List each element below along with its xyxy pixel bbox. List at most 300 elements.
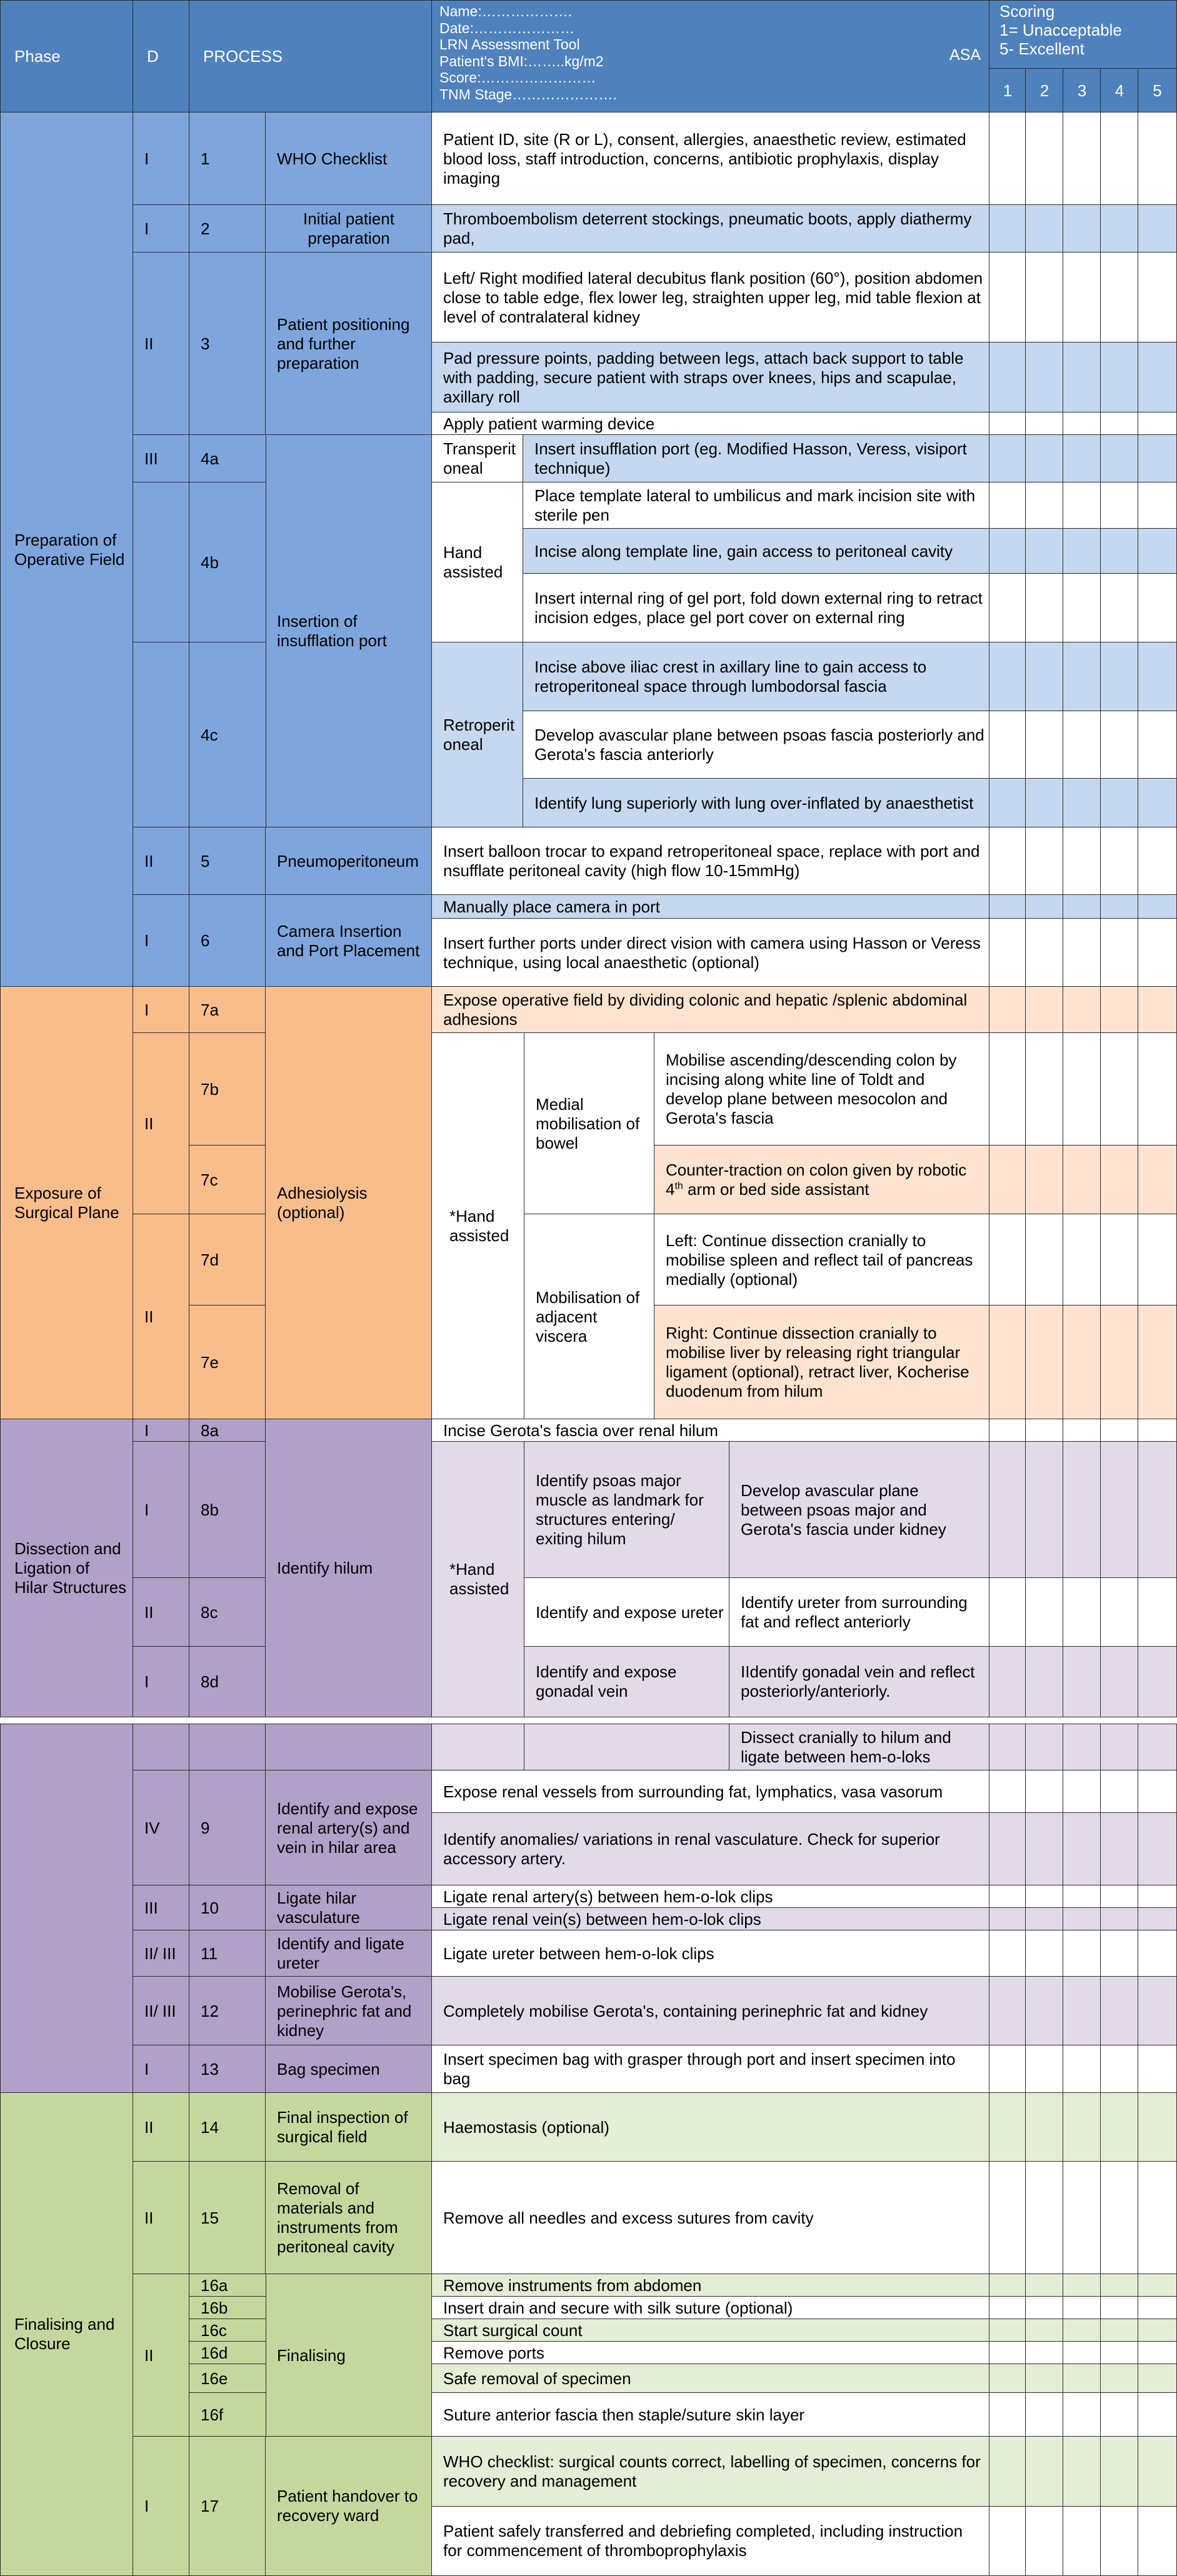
score-cell[interactable] xyxy=(1025,2296,1064,2320)
score-cell[interactable] xyxy=(1025,342,1064,413)
step-9-d xyxy=(133,1770,190,1886)
score-cell[interactable] xyxy=(989,2506,1026,2576)
task-text: Place template lateral to umbilicus and mark incision site with sterile pen xyxy=(534,486,976,524)
score-cell[interactable] xyxy=(1063,894,1101,919)
score-cell[interactable] xyxy=(1100,2045,1139,2094)
score-cell[interactable] xyxy=(1025,1976,1064,2046)
step-number: 17 xyxy=(201,2496,219,2515)
score-cell[interactable] xyxy=(1025,2392,1064,2437)
score-cell[interactable] xyxy=(1100,1214,1139,1306)
score-cell[interactable] xyxy=(1138,2092,1177,2162)
score-cell[interactable] xyxy=(1138,1646,1177,1717)
score-cell[interactable] xyxy=(1063,2506,1101,2576)
score-cell[interactable] xyxy=(1063,2092,1101,2162)
score-cell[interactable] xyxy=(1025,1812,1064,1886)
score-cell[interactable] xyxy=(1100,778,1139,828)
score-cell[interactable] xyxy=(989,642,1026,712)
score-cell[interactable] xyxy=(1063,711,1101,779)
score-cell[interactable] xyxy=(989,2274,1026,2297)
score-cell[interactable] xyxy=(1138,1976,1177,2046)
score-cell[interactable] xyxy=(989,2364,1026,2394)
score-cell[interactable] xyxy=(989,986,1026,1034)
score-cell[interactable] xyxy=(1100,342,1139,413)
task-text: Identify anomalies/ variations in renal vasculature. Check for superior accessory artery. xyxy=(443,1830,940,1868)
score-cell[interactable] xyxy=(1100,1577,1139,1647)
task-text: Left/ Right modified lateral decubitus flank position (60°), position abdomen close to table edge, flex lower leg, straighten upper leg, mid table flexion at level of contralateral kidney xyxy=(443,268,983,326)
score-cell[interactable] xyxy=(1025,482,1064,529)
score-cell[interactable] xyxy=(1100,1930,1139,1977)
score-cell[interactable] xyxy=(1138,204,1177,253)
step-10-num xyxy=(189,1885,266,1931)
step-5-d xyxy=(133,827,190,896)
score-cell[interactable] xyxy=(989,252,1026,343)
score-cell[interactable] xyxy=(1063,986,1101,1034)
score-cell[interactable] xyxy=(1138,434,1177,483)
score-cell[interactable] xyxy=(1138,2506,1177,2576)
score-cell[interactable] xyxy=(1063,1976,1101,2046)
score-cell[interactable] xyxy=(1138,1145,1177,1215)
score-cell[interactable] xyxy=(1025,1441,1064,1579)
score-cell[interactable] xyxy=(1138,642,1177,712)
score-cell[interactable] xyxy=(989,1577,1026,1647)
score-cell[interactable] xyxy=(989,778,1026,828)
score-cell[interactable] xyxy=(1138,1885,1177,1909)
score-cell[interactable] xyxy=(989,112,1026,206)
score-cell[interactable] xyxy=(1063,2392,1101,2437)
score-cell[interactable] xyxy=(1100,2364,1139,2394)
task-text xyxy=(666,1161,984,1199)
score-cell[interactable] xyxy=(1138,918,1177,987)
difficulty-grade: I xyxy=(144,1420,149,1440)
score-cell[interactable] xyxy=(1138,2296,1177,2320)
score-cell[interactable] xyxy=(989,2092,1026,2162)
step-10-task-1 xyxy=(431,1885,990,1909)
score-cell[interactable] xyxy=(1025,1930,1064,1977)
score-cell[interactable] xyxy=(989,2341,1026,2365)
score-cell[interactable] xyxy=(1100,827,1139,896)
score-cell[interactable] xyxy=(1063,1812,1101,1886)
score-cell[interactable] xyxy=(1025,1907,1064,1931)
score-col-label: 5 xyxy=(1153,81,1162,100)
score-cell[interactable] xyxy=(989,1646,1026,1717)
task-text: Develop avascular plane between psoas major and Gerota's fascia under kidney xyxy=(741,1480,946,1539)
score-cell[interactable] xyxy=(1063,2436,1101,2507)
score-cell[interactable] xyxy=(1138,1930,1177,1977)
score-cell[interactable] xyxy=(1025,642,1064,712)
task-text: Ligate renal vein(s) between hem-o-lok clips xyxy=(443,1909,761,1929)
score-cell[interactable] xyxy=(1138,778,1177,828)
score-cell[interactable] xyxy=(1100,412,1139,436)
score-cell[interactable] xyxy=(1025,1032,1064,1146)
process-label: Patient handover to recovery ward xyxy=(277,2487,418,2525)
score-cell[interactable] xyxy=(1063,2364,1101,2394)
score-cell[interactable] xyxy=(1063,252,1101,343)
score-cell[interactable] xyxy=(1138,1214,1177,1306)
score-cell[interactable] xyxy=(989,1724,1026,1771)
score-cell[interactable] xyxy=(989,1907,1026,1931)
score-cell[interactable] xyxy=(1063,412,1101,436)
step-number: 7e xyxy=(201,1352,219,1372)
score-cell[interactable] xyxy=(989,1885,1026,1909)
score-cell[interactable] xyxy=(1100,2274,1139,2297)
header-d xyxy=(133,0,190,113)
score-cell[interactable] xyxy=(1025,711,1064,779)
step-9-task-1 xyxy=(431,1770,990,1814)
step-number: 1 xyxy=(201,149,210,168)
score-cell[interactable] xyxy=(989,711,1026,779)
step-7-medial-mobilisation xyxy=(524,1032,655,1215)
score-cell[interactable] xyxy=(1138,2392,1177,2437)
score-cell[interactable] xyxy=(989,2045,1026,2094)
score-col-label: 4 xyxy=(1114,81,1124,100)
process-label: Insertion of insufflation port xyxy=(277,612,387,650)
score-cell[interactable] xyxy=(1025,434,1064,483)
step-number: 8b xyxy=(201,1500,219,1519)
score-cell[interactable] xyxy=(1100,1885,1139,1909)
score-cell[interactable] xyxy=(1138,573,1177,643)
score-cell[interactable] xyxy=(1138,1577,1177,1647)
score-cell[interactable] xyxy=(1063,112,1101,206)
step-4-process xyxy=(265,434,433,828)
score-col-label: 1 xyxy=(1003,81,1013,100)
step-7a-num xyxy=(189,986,266,1034)
score-cell[interactable] xyxy=(989,918,1026,987)
score-cell[interactable] xyxy=(1063,1577,1101,1647)
score-cell[interactable] xyxy=(1063,1032,1101,1146)
score-cell[interactable] xyxy=(1063,1724,1101,1771)
score-cell[interactable] xyxy=(1063,1907,1101,1931)
score-cell[interactable] xyxy=(1063,2274,1101,2297)
step-8e-approach xyxy=(431,1724,525,1771)
score-cell[interactable] xyxy=(1138,1305,1177,1420)
step-7-adjacent-viscera xyxy=(524,1214,655,1420)
step-2-num xyxy=(189,204,266,253)
score-cell[interactable] xyxy=(1100,252,1139,343)
score-cell[interactable] xyxy=(1100,1724,1139,1771)
approach-label: Retroperitoneal xyxy=(443,716,515,754)
score-cell[interactable] xyxy=(1025,2341,1064,2365)
step-16d-num xyxy=(189,2341,266,2365)
process-label: Final inspection of surgical field xyxy=(277,2108,408,2146)
score-cell[interactable] xyxy=(989,204,1026,253)
step-11-d xyxy=(133,1930,190,1977)
score-cell[interactable] xyxy=(1025,1305,1064,1420)
score-cell[interactable] xyxy=(1100,1812,1139,1886)
step-8b-d xyxy=(133,1441,190,1579)
score-cell[interactable] xyxy=(1138,711,1177,779)
header-scoring xyxy=(989,0,1177,69)
score-cell[interactable] xyxy=(989,2296,1026,2320)
score-cell[interactable] xyxy=(989,342,1026,413)
score-cell[interactable] xyxy=(1138,1441,1177,1579)
task-text: Right: Continue dissection cranially to mobilise liver by releasing right triangular ligament (optional), retract liver, Kocherise duodenum from hilum xyxy=(666,1324,969,1400)
score-cell[interactable] xyxy=(1063,1305,1101,1420)
score-cell[interactable] xyxy=(1100,1770,1139,1814)
score-cell[interactable] xyxy=(1063,2341,1101,2365)
score-cell[interactable] xyxy=(1063,1930,1101,1977)
step-2-d xyxy=(133,204,190,253)
score-cell[interactable] xyxy=(1063,2045,1101,2094)
score-cell[interactable] xyxy=(1138,986,1177,1034)
scoring-title: Scoring xyxy=(999,2,1055,21)
score-cell[interactable] xyxy=(1063,642,1101,712)
score-cell[interactable] xyxy=(989,1976,1026,2046)
score-cell[interactable] xyxy=(1063,827,1101,896)
score-cell[interactable] xyxy=(1138,252,1177,343)
approach-label: Transperitoneal xyxy=(443,439,516,477)
score-cell[interactable] xyxy=(1100,894,1139,919)
step-4a-d xyxy=(133,434,190,483)
difficulty-grade: II xyxy=(144,2345,154,2365)
score-cell[interactable] xyxy=(1138,1907,1177,1931)
score-cell[interactable] xyxy=(1025,2436,1064,2507)
score-cell[interactable] xyxy=(1138,528,1177,574)
score-cell[interactable] xyxy=(1100,2161,1139,2275)
score-cell[interactable] xyxy=(1063,342,1101,413)
score-cell[interactable] xyxy=(1025,986,1064,1034)
score-cell[interactable] xyxy=(989,1930,1026,1977)
score-cell[interactable] xyxy=(1025,2364,1064,2394)
score-cell[interactable] xyxy=(989,827,1026,896)
difficulty-grade: I xyxy=(144,2496,149,2515)
score-cell[interactable] xyxy=(1063,1885,1101,1909)
step-5-task xyxy=(431,827,990,896)
score-cell[interactable] xyxy=(1063,434,1101,483)
score-cell[interactable] xyxy=(989,528,1026,574)
step-1-task xyxy=(431,112,990,206)
step-7c-task xyxy=(654,1145,990,1215)
score-cell[interactable] xyxy=(1063,1646,1101,1717)
score-cell[interactable] xyxy=(1025,2506,1064,2576)
step-12-process xyxy=(265,1976,433,2046)
step-8b-task xyxy=(729,1441,990,1579)
phase-label: Exposure of Surgical Plane xyxy=(14,1184,119,1222)
score-cell[interactable] xyxy=(1063,1770,1101,1814)
score-cell[interactable] xyxy=(989,412,1026,436)
score-cell[interactable] xyxy=(1100,528,1139,574)
score-cell[interactable] xyxy=(1025,918,1064,987)
score-cell[interactable] xyxy=(1138,1032,1177,1146)
score-cell[interactable] xyxy=(1100,1032,1139,1146)
score-cell[interactable] xyxy=(1100,112,1139,206)
score-cell[interactable] xyxy=(989,894,1026,919)
score-cell[interactable] xyxy=(1138,2364,1177,2394)
header-process xyxy=(189,0,433,113)
score-cell[interactable] xyxy=(1025,2274,1064,2297)
step-16c-task xyxy=(431,2319,990,2342)
score-cell[interactable] xyxy=(989,2436,1026,2507)
score-cell[interactable] xyxy=(1025,528,1064,574)
score-cell[interactable] xyxy=(1100,482,1139,529)
score-cell[interactable] xyxy=(1025,1724,1064,1771)
header-form-fields xyxy=(431,0,990,113)
score-cell[interactable] xyxy=(1100,1441,1139,1579)
score-cell[interactable] xyxy=(1138,2161,1177,2275)
score-cell[interactable] xyxy=(1025,2161,1064,2275)
score-cell[interactable] xyxy=(989,573,1026,643)
score-cell[interactable] xyxy=(1100,434,1139,483)
step-number: 4a xyxy=(201,449,219,468)
score-cell[interactable] xyxy=(1063,1441,1101,1579)
score-cell[interactable] xyxy=(1025,412,1064,436)
step-6-process xyxy=(265,894,433,987)
score-cell[interactable] xyxy=(1025,204,1064,253)
step-4b-approach xyxy=(431,482,524,643)
score-cell[interactable] xyxy=(1100,2392,1139,2437)
score-cell[interactable] xyxy=(1025,1419,1064,1442)
score-cell[interactable] xyxy=(1100,2092,1139,2162)
step-number: 6 xyxy=(201,931,210,950)
step-8a-d xyxy=(133,1419,190,1442)
step-8d-sub xyxy=(524,1646,730,1717)
score-cell[interactable] xyxy=(1100,1419,1139,1442)
score-cell[interactable] xyxy=(1100,2341,1139,2365)
score-cell[interactable] xyxy=(1063,204,1101,253)
score-cell[interactable] xyxy=(1100,2436,1139,2507)
score-cell[interactable] xyxy=(1025,1770,1064,1814)
step-6-d xyxy=(133,894,190,987)
score-col-3 xyxy=(1063,68,1101,113)
score-cell[interactable] xyxy=(1100,1145,1139,1215)
step-16a-num xyxy=(189,2274,266,2297)
score-cell[interactable] xyxy=(989,482,1026,529)
task-text: Remove all needles and excess sutures from cavity xyxy=(443,2208,814,2227)
score-cell[interactable] xyxy=(1138,342,1177,413)
superscript: th xyxy=(674,1181,683,1192)
step-8e-process xyxy=(265,1724,433,1771)
score-cell[interactable] xyxy=(1100,711,1139,779)
score-cell[interactable] xyxy=(1138,2436,1177,2507)
score-cell[interactable] xyxy=(1100,1305,1139,1420)
score-cell[interactable] xyxy=(1100,2506,1139,2576)
step-number: 3 xyxy=(201,334,210,353)
step-8a-task xyxy=(431,1419,990,1442)
task-text: Insert specimen bag with grasper through port and insert specimen into bag xyxy=(443,2050,956,2088)
score-cell[interactable] xyxy=(989,2161,1026,2275)
score-cell[interactable] xyxy=(1025,2319,1064,2342)
score-cell[interactable] xyxy=(989,1419,1026,1442)
score-cell[interactable] xyxy=(1025,1646,1064,1717)
step-7e-task xyxy=(654,1305,990,1420)
task-text: Mobilise ascending/descending colon by incising along white line of Toldt and develop plane between mesocolon and Gerota's fascia xyxy=(666,1051,957,1127)
score-cell[interactable] xyxy=(989,2392,1026,2437)
score-cell[interactable] xyxy=(989,1770,1026,1814)
score-cell[interactable] xyxy=(989,1441,1026,1579)
score-cell[interactable] xyxy=(1025,112,1064,206)
score-cell[interactable] xyxy=(1138,412,1177,436)
step-12-d xyxy=(133,1976,190,2046)
score-cell[interactable] xyxy=(1025,1885,1064,1909)
step-6-num xyxy=(189,894,266,987)
score-cell[interactable] xyxy=(1138,112,1177,206)
task-text-part: Counter-traction on colon given by robotic 4 xyxy=(666,1161,967,1199)
score-cell[interactable] xyxy=(1063,918,1101,987)
score-cell[interactable] xyxy=(1100,1646,1139,1717)
score-cell[interactable] xyxy=(989,2319,1026,2342)
score-cell[interactable] xyxy=(1063,1214,1101,1306)
score-cell[interactable] xyxy=(1138,482,1177,529)
score-cell[interactable] xyxy=(989,1214,1026,1306)
process-label: Mobilise Gerota's, perinephric fat and kidney xyxy=(277,1982,412,2040)
score-cell[interactable] xyxy=(1100,2296,1139,2320)
score-cell[interactable] xyxy=(1063,2296,1101,2320)
score-cell[interactable] xyxy=(1063,2161,1101,2275)
score-cell[interactable] xyxy=(1025,252,1064,343)
score-cell[interactable] xyxy=(1138,1724,1177,1771)
score-cell[interactable] xyxy=(1025,778,1064,828)
phase-dissection-continued xyxy=(0,1724,134,2094)
task-text: Insert balloon trocar to expand retroperitoneal space, replace with port and nsufflate peritoneal cavity (high flow 10-15mmHg) xyxy=(443,842,980,880)
score-cell[interactable] xyxy=(1100,642,1139,712)
step-13-d xyxy=(133,2045,190,2094)
score-cell[interactable] xyxy=(1025,1145,1064,1215)
score-cell[interactable] xyxy=(1138,2341,1177,2365)
score-cell[interactable] xyxy=(989,1032,1026,1146)
score-cell[interactable] xyxy=(1063,482,1101,529)
score-cell[interactable] xyxy=(1025,894,1064,919)
score-cell[interactable] xyxy=(1025,2092,1064,2162)
step-8e-d xyxy=(133,1724,190,1771)
score-cell[interactable] xyxy=(1138,1770,1177,1814)
score-cell[interactable] xyxy=(1025,573,1064,643)
step-12-num xyxy=(189,1976,266,2046)
process-label: Identify hilum xyxy=(277,1558,373,1577)
score-cell[interactable] xyxy=(1025,1214,1064,1306)
score-cell[interactable] xyxy=(1100,573,1139,643)
score-cell[interactable] xyxy=(1025,1577,1064,1647)
difficulty-grade: I xyxy=(144,219,149,238)
difficulty-grade: II xyxy=(144,2117,154,2137)
score-cell[interactable] xyxy=(1138,1419,1177,1442)
step-8c-task xyxy=(729,1577,990,1647)
score-cell[interactable] xyxy=(1138,2045,1177,2094)
score-cell[interactable] xyxy=(1100,918,1139,987)
score-cell[interactable] xyxy=(1138,2319,1177,2342)
score-cell[interactable] xyxy=(1063,528,1101,574)
step-8b-num xyxy=(189,1441,266,1579)
score-cell[interactable] xyxy=(1025,827,1064,896)
step-number: 7c xyxy=(201,1170,218,1189)
score-cell[interactable] xyxy=(1100,204,1139,253)
score-cell[interactable] xyxy=(1100,986,1139,1034)
score-cell[interactable] xyxy=(1100,1976,1139,2046)
score-cell[interactable] xyxy=(1025,2045,1064,2094)
step-2-task xyxy=(431,204,990,253)
score-cell[interactable] xyxy=(1063,573,1101,643)
score-cell[interactable] xyxy=(1063,1145,1101,1215)
score-cell[interactable] xyxy=(1138,894,1177,919)
score-cell[interactable] xyxy=(1063,1419,1101,1442)
score-cell[interactable] xyxy=(1138,1812,1177,1886)
score-cell[interactable] xyxy=(1138,827,1177,896)
score-cell[interactable] xyxy=(989,1812,1026,1886)
score-cell[interactable] xyxy=(1138,2274,1177,2297)
score-cell[interactable] xyxy=(1100,1907,1139,1931)
step-8c-num xyxy=(189,1577,266,1647)
score-cell[interactable] xyxy=(989,1145,1026,1215)
step-3-d xyxy=(133,252,190,436)
form-asa-label: ASA xyxy=(949,46,981,64)
task-text: Insert drain and secure with silk suture (optional) xyxy=(443,2298,793,2317)
score-cell[interactable] xyxy=(989,1305,1026,1420)
score-cell[interactable] xyxy=(1063,2319,1101,2342)
score-cell[interactable] xyxy=(989,434,1026,483)
step-15-task xyxy=(431,2161,990,2275)
score-cell[interactable] xyxy=(1063,778,1101,828)
step-15-process xyxy=(265,2161,433,2275)
step-4c-num xyxy=(189,642,266,828)
score-cell[interactable] xyxy=(1100,2319,1139,2342)
